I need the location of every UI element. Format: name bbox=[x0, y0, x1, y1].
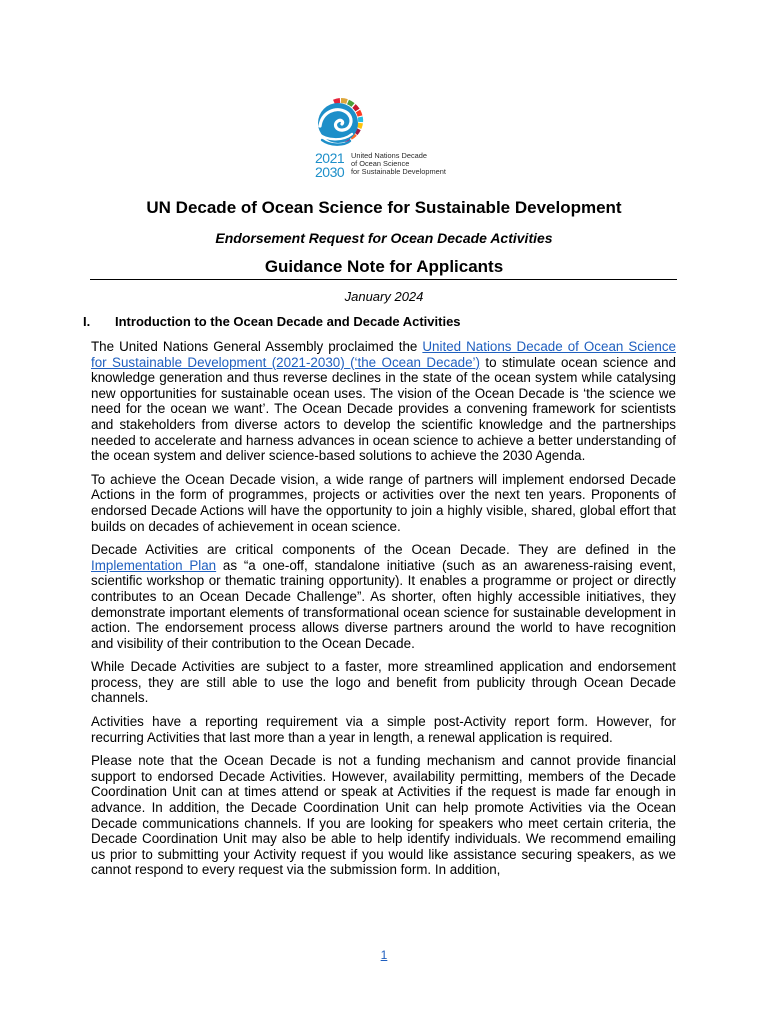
guidance-heading: Guidance Note for Applicants bbox=[264, 257, 504, 276]
logo-year-end: 2030 bbox=[315, 164, 345, 180]
wave-logo-icon bbox=[312, 96, 372, 152]
logo-text-line3: for Sustainable Development bbox=[351, 167, 446, 176]
heading-divider bbox=[90, 279, 677, 280]
section-heading bbox=[83, 314, 683, 330]
paragraph-3 bbox=[91, 542, 676, 651]
implementation-plan-link[interactable]: Implementation Plan bbox=[91, 557, 217, 573]
logo-text-line2: of Ocean Science bbox=[351, 159, 410, 168]
logo-year-start: 2021 bbox=[315, 150, 345, 166]
paragraph-1-intro: The United Nations General Assembly proclaimed the bbox=[91, 339, 423, 354]
paragraph-6: Please note that the Ocean Decade is not a funding mechanism and cannot provide financial support to endorsed Decade Activities. However, availability permitting, members of the Decade Coordination Unit can at times attend or speak at Activities if the request is made far enough in advance. In addition, the Decade Coordination Unit can help promote Activities via the Ocean Decade communications channels. If you are looking for speakers who meet certain criteria, the Decade Coordination Unit may also be able to help identify individuals. We recommend emailing us prior to submitting your Activity request if you would like assistance securing speakers, as we cannot respond to every request via the submission form. In addition, bbox=[91, 753, 676, 878]
ocean-decade-link[interactable]: United Nations Decade of Ocean Science for Sustainable Development (2021-2030) (‘the Ocean Decade’) bbox=[91, 339, 676, 370]
paragraph-5: Activities have a reporting requirement via a simple post-Activity report form. However, for recurring Activities that last more than a year in length, a renewal application is required. bbox=[91, 714, 676, 745]
paragraph-3-rest: as “a one-off, standalone initiative (such as an awareness-raising event, scientific workshop or thematic training opportunity). It enables a programme or project or directly contributes to an Ocean Decade Challenge”. As shorter, often highly accessible initiatives, they demonstrate important elements of transformational ocean science for sustainable development in action. The endorsement process allows diverse partners around the world to have recognition and visibility of their contribution to the Ocean Decade. bbox=[91, 557, 676, 651]
section-number: I. bbox=[83, 314, 91, 329]
body-text bbox=[91, 339, 676, 886]
ocean-decade-logo bbox=[312, 96, 462, 180]
logo-text-line1: United Nations Decade bbox=[351, 151, 428, 160]
section-title: Introduction to the Ocean Decade and Decade Activities bbox=[115, 314, 461, 329]
document-title: UN Decade of Ocean Science for Sustainable Development bbox=[146, 198, 622, 217]
paragraph-2: To achieve the Ocean Decade vision, a wide range of partners will implement endorsed Decade Actions in the form of programmes, projects or activities over the next ten years. Proponents of endorsed Decade Actions will have the opportunity to join a highly visible, shared, global effort that builds on decades of achievement in ocean science. bbox=[91, 471, 676, 534]
paragraph-4: While Decade Activities are subject to a faster, more streamlined application and endorsement process, they are still able to use the logo and benefit from publicity through Ocean Decade channels. bbox=[91, 659, 676, 706]
document-subtitle: Endorsement Request for Ocean Decade Activities bbox=[215, 230, 553, 246]
paragraph-1 bbox=[91, 339, 676, 464]
document-date: January 2024 bbox=[344, 289, 424, 304]
page-number: 1 bbox=[380, 948, 388, 962]
paragraph-1-rest: to stimulate ocean science and knowledge generation and thus reverse declines in the state of the ocean system while catalysing new opportunities for sustainable ocean uses. The vision of the Ocean Decade is ‘the science we need for the ocean we want’. The Ocean Decade provides a convening framework for scientists and stakeholders from diverse actors to develop the scientific knowledge and the partnerships needed to accelerate and harness advances in ocean science to achieve a better understanding of the ocean system and deliver science-based solutions to achieve the 2030 Agenda. bbox=[91, 354, 676, 464]
paragraph-3-intro: Decade Activities are critical components of the Ocean Decade. They are defined in the bbox=[91, 542, 676, 558]
